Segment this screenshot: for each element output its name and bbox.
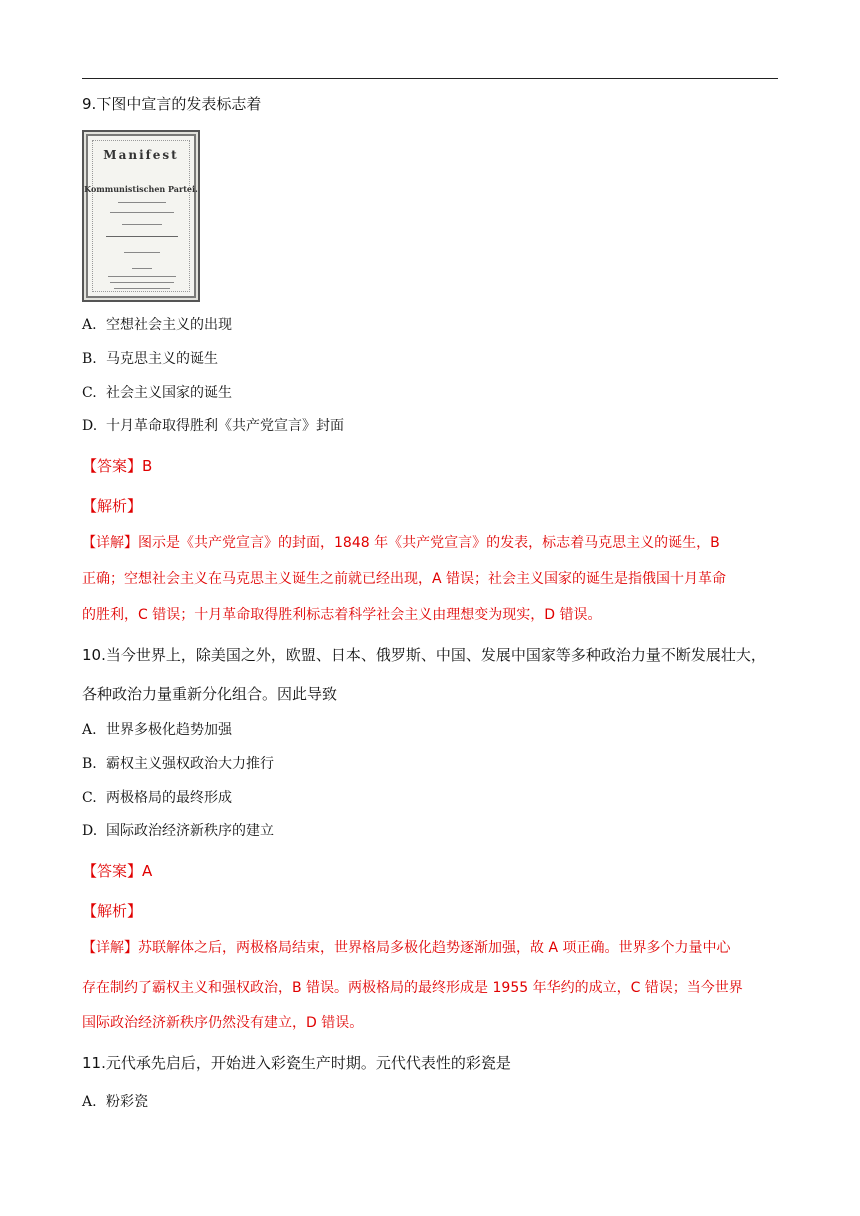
q11-option-a: A. 粉彩瓷 [82,1094,148,1110]
header-rule [82,78,778,79]
q9-option-a: A. 空想社会主义的出现 [82,317,232,333]
manifesto-title: Manifest [103,148,179,162]
question-10-stem-line-2: 各种政治力量重新分化组合。因此导致 [82,685,338,703]
question-9-stem: 9.下图中宣言的发表标志着 [82,95,262,113]
q9-option-b: B. 马克思主义的诞生 [82,351,218,367]
q9-detail-line-2: 正确；空想社会主义在马克思主义诞生之前就已经出现，A 错误；社会主义国家的诞生是指俄国十月革命 [82,571,727,587]
q10-option-c: C. 两极格局的最终形成 [82,790,232,806]
q10-analysis-label: 【解析】 [82,902,143,920]
q10-detail-line-3: 国际政治经济新秩序仍然没有建立，D 错误。 [82,1015,364,1031]
manifesto-cover-image [82,130,200,302]
question-10-stem-line-1: 10.当今世界上，除美国之外，欧盟、日本、俄罗斯、中国、发展中国家等多种政治力量不断发展壮大， [82,646,766,664]
q9-detail-line-3: 的胜利，C 错误；十月革命取得胜利标志着科学社会主义由理想变为现实，D 错误。 [82,607,602,623]
q10-option-a: A. 世界多极化趋势加强 [82,722,232,738]
q10-detail-line-2: 存在制约了霸权主义和强权政治，B 错误。两极格局的最终形成是 1955 年华约的成立，C 错误；当今世界 [82,980,743,996]
q9-detail-line-1: 【详解】图示是《共产党宣言》的封面，1848 年《共产党宣言》的发表，标志着马克思主义的诞生，B [82,535,720,551]
q9-option-c: C. 社会主义国家的诞生 [82,385,232,401]
question-11-stem: 11.元代承先启后，开始进入彩瓷生产时期。元代代表性的彩瓷是 [82,1054,511,1072]
q10-detail-line-1: 【详解】苏联解体之后，两极格局结束，世界格局多极化趋势逐渐加强，故 A 项正确。世界多个力量中心 [82,940,731,956]
q9-analysis-label: 【解析】 [82,497,143,515]
q10-answer: 【答案】A [82,862,153,880]
q10-option-b: B. 霸权主义强权政治大力推行 [82,756,274,772]
manifesto-subtitle: Kommunistischen Partei. [84,184,198,194]
q9-option-d: D. 十月革命取得胜利《共产党宣言》封面 [82,418,344,434]
q10-option-d: D. 国际政治经济新秩序的建立 [82,823,274,839]
q9-answer: 【答案】B [82,457,153,475]
